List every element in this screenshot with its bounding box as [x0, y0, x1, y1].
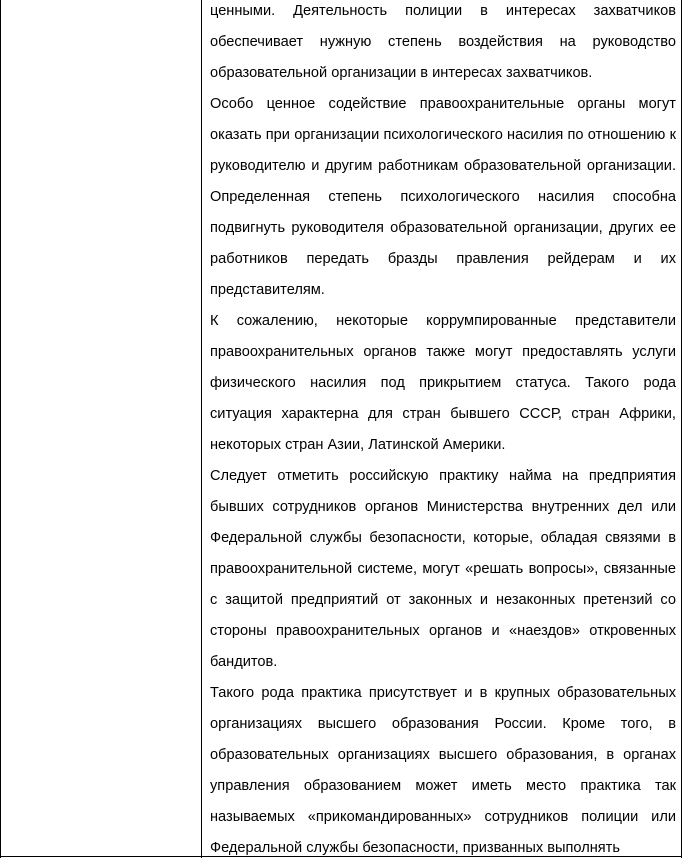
table-bottom-border [0, 856, 682, 857]
table-left-column [0, 0, 202, 858]
paragraph-3: К сожалению, некоторые коррумпированные представители правоохранительных органов также могут предоставлять услуги физического насилия под прикрытием статуса. Такого рода ситуация характерна для стран бывшего СССР, стран Африки, некоторых стран Азии, Латинской Америки. [210, 313, 676, 453]
paragraph-4: Следует отметить российскую практику найма на предприятия бывших сотрудников органов Министерства внутренних дел или Федеральной службы безопасности, которые, обладая связями в правоохранительной системе, могут «решать вопросы», связанные с защитой предприятий от законных и незаконных претензий со стороны правоохранительных органов и «наездов» откровенных бандитов. [210, 468, 676, 670]
table-right-column [202, 0, 682, 858]
text-cell [210, 0, 676, 864]
paragraph-2: Особо ценное содействие правоохранительные органы могут оказать при организации психологического насилия по отношению к руководителю и другим работникам образовательной организации. Определенная степень психологического насилия способна подвигнуть руководителя образовательной организации, других ее работников передать бразды правления рейдерам и их представителям. [210, 96, 676, 298]
paragraph-5: Такого рода практика присутствует и в крупных образовательных организациях высшего образования России. Кроме того, в образовательных организациях высшего образования, в органах управления образованием может иметь место практика так называемых «прикомандированных» сотрудников полиции или Федеральной службы безопасности, призванных выполнять [210, 685, 676, 856]
paragraph-1: ценными. Деятельность полиции в интересах захватчиков обеспечивает нужную степень воздействия на руководство образовательной организации в интересах захватчиков. [210, 3, 676, 81]
